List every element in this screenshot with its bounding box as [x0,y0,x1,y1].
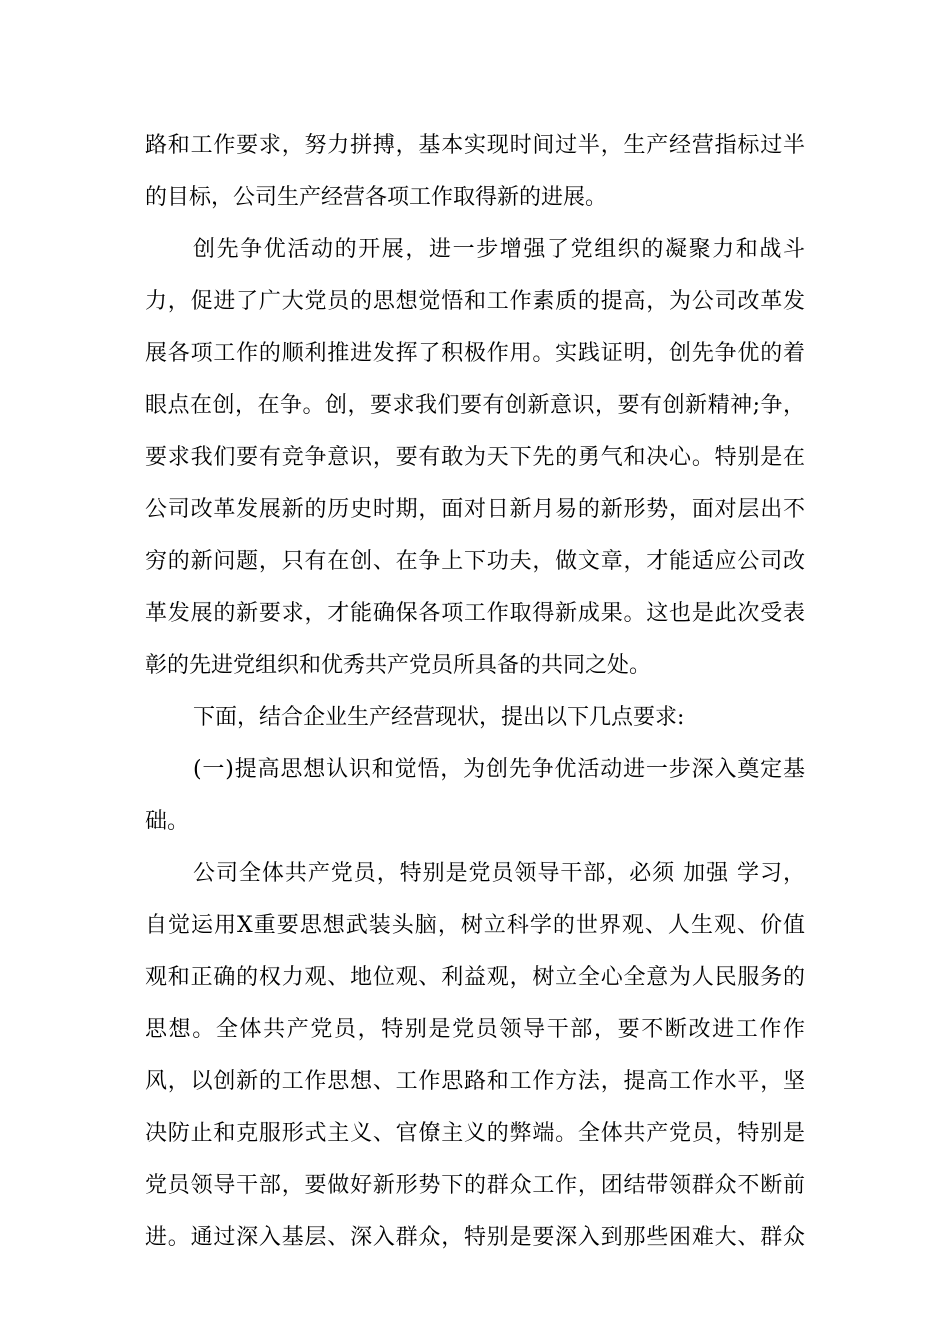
section-heading-line: (一)提高思想认识和觉悟，为创先争优活动进一步深入奠定基 [193,757,805,782]
paragraph-start-line: 创先争优活动的开展，进一步增强了党组织的凝聚力和战斗 [193,237,805,262]
text-line: 的目标，公司生产经营各项工作取得新的进展。 [145,185,608,210]
text-line: 思想。全体共产党员，特别是党员领导干部，要不断改进工作作 [145,1017,805,1042]
text-line: 自觉运用X重要思想武装头脑，树立科学的世界观、人生观、价值 [145,913,805,938]
text-line: 路和工作要求，努力拼搏，基本实现时间过半，生产经营指标过半 [145,133,805,158]
text-line: 观和正确的权力观、地位观、利益观，树立全心全意为人民服务的 [145,965,805,990]
text-line: 力，促进了广大党员的思想觉悟和工作素质的提高，为公司改革发 [145,289,805,314]
text-line: 党员领导干部，要做好新形势下的群众工作，团结带领群众不断前 [145,1173,805,1198]
text-line: 风，以创新的工作思想、工作思路和工作方法，提高工作水平，坚 [145,1069,805,1094]
text-line: 进。通过深入基层、深入群众，特别是要深入到那些困难大、群众 [145,1225,805,1250]
text-line: 眼点在创，在争。创，要求我们要有创新意识，要有创新精神;争， [145,393,805,418]
section-heading-line: 础。 [145,809,190,834]
text-line: 革发展的新要求，才能确保各项工作取得新成果。这也是此次受表 [145,601,805,626]
text-line: 穷的新问题，只有在创、在争上下功夫，做文章，才能适应公司改 [145,549,805,574]
text-line: 公司改革发展新的历史时期，面对日新月易的新形势，面对层出不 [145,497,805,522]
text-line: 彰的先进党组织和优秀共产党员所具备的共同之处。 [145,653,652,678]
text-line: 决防止和克服形式主义、官僚主义的弊端。全体共产党员，特别是 [145,1121,805,1146]
paragraph-start-line: 下面，结合企业生产经营现状，提出以下几点要求: [193,705,685,730]
text-line: 展各项工作的顺利推进发挥了积极作用。实践证明，创先争优的着 [145,341,805,366]
paragraph-start-line: 公司全体共产党员，特别是党员领导干部，必须 加强 学习， [193,861,805,886]
text-line: 要求我们要有竞争意识，要有敢为天下先的勇气和决心。特别是在 [145,445,805,470]
